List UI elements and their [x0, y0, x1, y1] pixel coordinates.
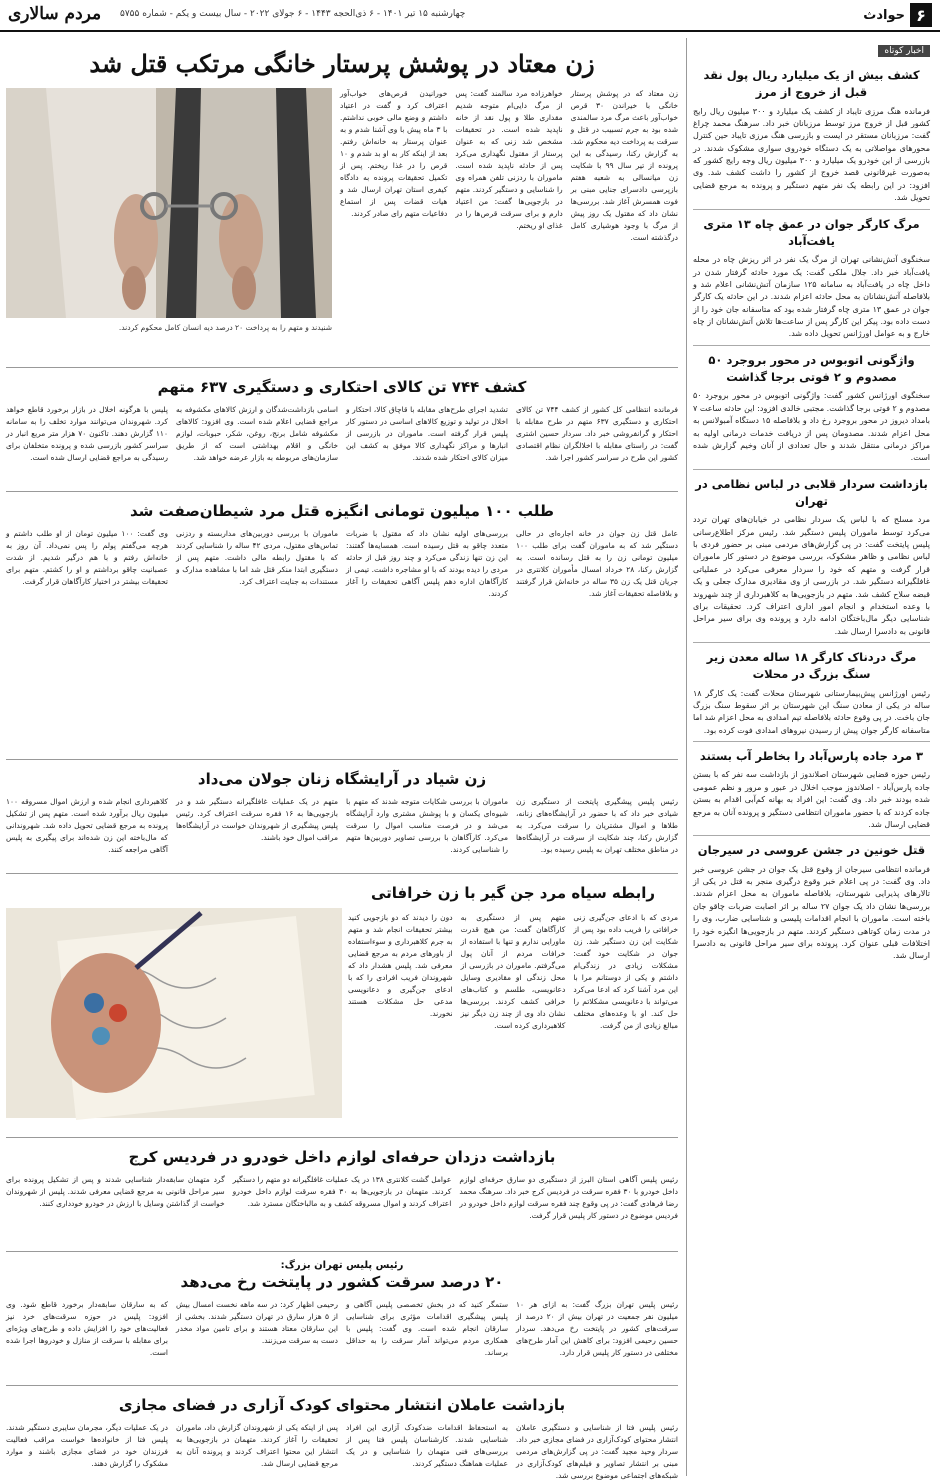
story-car-thieves — [6, 1142, 678, 1252]
article-column: مردی که با ادعای جن‌گیری زنی خرافاتی را فریب داده بود پس از شکایت این زن دستگیر شد. زن جوان در شکایت خود گفت: مشکلات زیادی در زندگی‌ام داشتم و یکی از دوستانم مرا با این مرد آشنا کرد که ادعا می‌کرد می‌تواند با دعانویسی مشکلاتم را حل کند. او با وعده‌های مختلف مبالغ زیادی از من گرفت. — [573, 913, 678, 1030]
brief-body: فرمانده هنگ مرزی تایباد از کشف یک میلیارد و ۳۰۰ میلیون ریال رایج کشور قبل از خروج مرز توسط مرزبانان خبر داد. سرهنگ محمد چراغ گفت: مرزبانان مستقر در ایست و بازرسی هنگ مرزی تایباد حین کنترل محورهای مواصلاتی به یک دستگاه خودروی سواری مشکوک شدند. در بازرسی از این خودرو یک میلیارد و ۳۰۰ میلیون ریال وجه رایج کشور که به‌صورت غیرقانونی قصد خروج از کشور را داشت کشف شد. وی افزود: در این رابطه یک نفر متهم دستگیر و پرونده به مرجع قضایی تحویل شد. — [693, 106, 930, 203]
brief-title: بازداشت سردار قلابی در لباس نظامی در تهران — [695, 476, 928, 508]
story-murder — [6, 496, 678, 760]
article-column: که به سارقان سابقه‌دار برخورد قاطع شود. وی افزود: پلیس در حوزه سرقت‌های خرد نیز فعالیت‌های خود را افزایش داده و طرح‌های ویژه‌ای برای مقابله با سرقت از منازل و خودروها اجرا شده است. — [6, 1299, 168, 1357]
brief-title: مرگ کارگر جوان در عمق چاه ۱۳ متری یافت‌آباد — [703, 216, 920, 248]
article-column: رئیس پلیس آگاهی استان البرز از دستگیری دو سارق حرفه‌ای لوازم داخل خودرو با ۳۰ فقره سرقت در فردیس کرج خبر داد. سرهنگ محمد رضا فرهادی گفت: در پی وقوع چند فقره سرقت لوازم داخل خودرو در فردیس موضوع در دستور کار پلیس قرار گرفت. — [459, 1174, 679, 1220]
article-column: کلاهبرداری انجام شده و ارزش اموال مسروقه ۱۰۰ میلیون ریال برآورد شده است. متهم پس از تشکیل پرونده به مرجع قضایی تحویل داده شد. شهروندانی که مال‌باخته این زن شده‌اند برای پیگیری به پلیس آگاهی مراجعه کنند. — [6, 796, 168, 854]
article-column: گرد متهمان سابقه‌دار شناسایی شدند و پس از تشکیل پرونده برای سیر مراحل قانونی به مرجع قضایی معرفی شدند. پلیس از شهروندان خواست از گذاشتن وسایل با ارزش در خودرو خودداری کنند. — [5, 1174, 225, 1208]
hand-writing-photo — [6, 908, 342, 1118]
story-headline: طلب ۱۰۰ میلیون تومانی انگیزه قتل مرد شیطان‌صفت شد — [130, 502, 554, 520]
handcuffed-woman-photo — [6, 88, 332, 318]
brief-body: سخنگوی اورژانس کشور گفت: واژگونی اتوبوس در محور بروجرد ۵۰ مصدوم و ۲ فوتی برجا گذاشت. مجتبی خالدی افزود: این حادثه ساعت ۷ بامداد دیروز در محور بروجرد رخ داد و بلافاصله ۱۵ دستگاه آمبولانس به محل اعزام شدند. مصدومان پس از دریافت خدمات درمانی اولیه به مراکز درمانی منتقل شدند و حال تعدادی از آنان وخیم گزارش شده است. — [693, 391, 930, 463]
divider — [693, 345, 930, 346]
newspaper-logo: مردم سالاری — [8, 4, 102, 24]
story-headline: بازداشت دزدان حرفه‌ای لوازم داخل خودرو در فردیس کرج — [128, 1148, 556, 1166]
story-headline: بازداشت عاملان انتشار محتوای کودک آزاری در فضای مجازی — [118, 1396, 566, 1414]
story-headline: ۲۰ درصد سرقت کشور در پایتخت رخ می‌دهد — [180, 1273, 504, 1291]
column-tag: اخبار کوتاه — [878, 45, 930, 57]
page-number: ۶ — [910, 3, 932, 27]
article-column: ستمگر کنید که در بخش تخصصی پلیس آگاهی و پلیس پیشگیری اقدامات مؤثری برای شناسایی سارقان انجام شده است. وی گفت: پلیس با همکاری مردم می‌تواند آمار سرقت را به حداقل برساند. — [346, 1299, 508, 1357]
brief-title: واژگونی اتوبوس در محور بروجرد ۵۰ مصدوم و ۲ فوتی برجا گذاشت — [708, 352, 915, 385]
article-column: رحیمی اظهار کرد: در سه ماهه نخست امسال بیش از ۵ هزار سارق در تهران دستگیر شدند. بخشی از این سارقان معتاد هستند و برای تامین مواد مخدر دست به سرقت می‌زنند. — [176, 1299, 338, 1345]
story-cyber-crime — [6, 1390, 678, 1480]
article-column: بررسی‌های اولیه نشان داد که مقتول با ضربات متعدد چاقو به قتل رسیده است. همسایه‌ها گفتند: این زن تنها زندگی می‌کرد و چند روز قبل از حادثه مردی را دیده بودند که با او مشاجره داشت. تیمی از کارآگاهان اداره دهم پلیس آگاهی تحقیقات را آغاز کردند. — [346, 528, 508, 598]
news-brief-column — [686, 38, 934, 1476]
article-column: ماموران با بررسی شکایات متوجه شدند که متهم با شیوه‌ای یکسان و با پوشش مشتری وارد آرایشگاه می‌شد و در فرصت مناسب اموال را سرقت می‌کرد. کارآگاهان با بررسی تصاویر دوربین‌ها متهم را شناسایی کردند. — [346, 796, 508, 854]
article-column: وی گفت: ۱۰۰ میلیون تومان از او طلب داشتم و هرچه می‌گفتم پولم را پس نمی‌داد. آن روز به خانه‌اش رفتم و با هم درگیر شدیم. از شدت عصبانیت چاقو برداشتم و او را کشتم. متهم برای تحقیقات بیشتر در اختیار کارآگاهان قرار گرفت. — [6, 528, 168, 586]
divider — [693, 835, 930, 836]
article-column: عامل قتل زن جوان در خانه اجاره‌ای در حالی دستگیر شد که به ماموران گفت برای طلب ۱۰۰ میلیون تومانی زن را به قتل رسانده است. به گزارش رکنا، ۲۸ خرداد امسال مأموران کلانتری در جریان قتل یک زن ۳۵ ساله در خانه‌اش قرار گرفتند و بلافاصله تحقیقات آغاز شد. — [516, 528, 679, 598]
story-headline: کشف ۷۴۴ تن کالای احتکاری و دستگیری ۶۳۷ متهم — [157, 378, 527, 396]
story-salon-fraud — [6, 764, 678, 874]
photo-caption: شنیدند و متهم را به پرداخت ۲۰ درصد دیه انسان کامل محکوم کردند. — [118, 323, 332, 332]
brief-body: فرمانده انتظامی سیرجان از وقوع قتل یک جوان در جشن عروسی خبر داد. وی گفت: در پی اعلام خبر وقوع درگیری منجر به قتل در یکی از تالارهای پذیرایی شهرستان، بلافاصله ماموران به محل اعزام شدند. بررسی‌ها نشان داد یک جوان ۲۷ ساله بر اثر اصابت ضربات چاقو جان باخته است. ماموران با انجام اقدامات پلیسی و شناسایی ضارب، وی را در مدت زمان کوتاهی دستگیر کردند. متهم در بازجویی‌ها انگیزه خود را اختلافات قبلی عنوان کرد. پرونده برای سیر مراحل قانونی به دادسرا ارسال شد. — [693, 864, 930, 961]
story-tehran-theft — [6, 1256, 678, 1386]
story-kicker: رئیس پلیس تهران بزرگ: — [280, 1260, 404, 1271]
brief-title: قتل خونین در جشن عروسی در سیرجان — [697, 843, 926, 858]
article-column: رئیس پلیس فتا از شناسایی و دستگیری عاملان انتشار محتوای کودک‌آزاری در فضای مجازی خبر داد. سردار وحید مجید گفت: در پی گزارش‌های مردمی مبنی بر انتشار تصاویر و فیلم‌های کودک‌آزاری در شبکه‌های اجتماعی موضوع بررسی شد. — [516, 1422, 678, 1480]
brief-title: مرگ دردناک کارگر ۱۸ ساله معدن زیر سنگ بزرگ در محلات — [706, 650, 917, 682]
brief-body: رئیس حوزه قضایی شهرستان اصلاندوز از بازداشت سه نفر که با بستن جاده پارس‌آباد - اصلاندوز موجب اخلال در عبور و مرور و نظم عمومی شده بودند خبر داد. وی گفت: این افراد به بهانه کم‌آبی اقدام به بستن جاده کردند که با حضور ماموران انتظامی دستگیر و پرونده آنان به مرجع قضایی ارسال شد. — [693, 770, 930, 829]
article-column: خواهرزاده مرد سالمند گفت: پس از مرگ دایی‌ام متوجه شدیم مقداری طلا و پول نقد از خانه ناپدید شده است. در تحقیقات مشخص شد زنی که به عنوان پرستار از مقتول نگهداری می‌کرد پس از حادثه ناپدید شده است. ماموران با ردزنی تلفن همراه وی را شناسایی و دستگیر کردند. متهم در بازجویی‌ها گفت: من اعتیاد دارم و برای سرقت قرص‌ها را در غذای او ریختم. — [455, 89, 563, 230]
section-header — [863, 3, 932, 27]
story-hoarding — [6, 372, 678, 492]
article-column: دون را دیدند که دو بازجویی کنید بیشتر تحقیقات انجام شد و متهم به جرم کلاهبرداری و سوءاستفاده از باورهای مردم به مرجع قضایی معرفی شد. پلیس هشدار داد که شهروندان فریب افرادی را که با ادعای جن‌گیری و دعانویسی مدعی حل مشکلات هستند نخورند. — [347, 913, 453, 1018]
article-column: خورانیدن قرص‌های خواب‌آور اعتراف کرد و گفت در اعتیاد داشتم و وضع مالی خوبی نداشتم. با ۳ ماه پیش با وی آشنا شدم و به عنوان پرستار به خانه‌اش رفتم. بعد از اینکه کار به او بد شدم و ۱۰ قرص را در غذا ریختم. پس از تکمیل تحقیقات پرونده به دادگاه کیفری استان تهران ارسال شد و هیات قضات پس از استماع دفاعیات متهم رای صادر کردند. — [340, 89, 448, 218]
article-column: زن معتاد که در پوشش پرستار خانگی با خیراندن ۳۰ قرص خواب‌آور باعث مرگ مرد سالمندی شده بود به جرم تسبیب در قتل و سرقت به پرداخت دیه محکوم شد. به گزارش رکنا، رسیدگی به این پرونده از تیر سال ۹۹ با شکایت زن میانسالی به شعبه هفتم بازپرسی دادسرای جنایی مبنی بر فوت همسرش آغاز شد. بررسی‌ها نشان داد که مقتول یک روز پیش از مرگ با وجود هوشیاری کامل درگذشته است. — [570, 89, 678, 242]
article-column: متهم پس از دستگیری به کارآگاهان گفت: من هیچ قدرت ماورایی ندارم و تنها با استفاده از خرافات مردم از آنان پول می‌گرفتم. ماموران در بازرسی از محل زندگی او مقادیری وسایل دعانویسی، طلسم و کتاب‌های خرافی کشف کردند. بررسی‌ها نشان داد وی از چند زن دیگر نیز کلاهبرداری کرده است. — [460, 913, 566, 1030]
article-column: پلیس با هرگونه اخلال در بازار برخورد قاطع خواهد کرد. شهروندان می‌توانند موارد تخلف را به سامانه ۱۱۰ گزارش دهند. تاکنون ۷۰ هزار متر مربع انبار در سراسر کشور بازرسی شده و پرونده متخلفان برای رسیدگی به مراجع قضایی ارسال شده است. — [6, 404, 168, 462]
story-headline: زن شیاد در آرایشگاه زنان جولان می‌داد — [197, 770, 487, 788]
story-exorcist — [6, 878, 678, 1138]
article-column: به استحفاظ اقدامات ضدکودک آزاری این افراد شناسایی شدند. کارشناسان پلیس فتا پس از بررسی‌های فنی متهمان را شناسایی و در یک عملیات هماهنگ دستگیر کردند. — [346, 1422, 508, 1468]
divider — [693, 469, 930, 470]
story-headline: رابطه سیاه مرد جن گیر با زن خرافاتی — [370, 884, 656, 902]
brief-body: رئیس اورژانس پیش‌بیمارستانی شهرستان محلات گفت: یک کارگر ۱۸ ساله در یکی از معادن سنگ این شهرستان بر اثر سقوط سنگ بزرگ جان باخت. در پی وقوع حادثه بلافاصله تیم امدادی به محل اعزام شد اما متاسفانه کارگر جوان پیش از رسیدن نیروهای امدادی فوت کرده بود. — [693, 688, 930, 735]
article-column: در یک عملیات دیگر، مجرمان سایبری دستگیر شدند. پلیس فتا از خانواده‌ها خواست مراقب فعالیت فرزندان خود در فضای مجازی باشند و موارد مشکوک را گزارش دهند. — [6, 1422, 168, 1468]
article-column: اسامی بازداشت‌شدگان و ارزش کالاهای مکشوفه به مراجع قضایی اعلام شده است. وی افزود: کالاهای مکشوفه شامل برنج، روغن، شکر، حبوبات، لوازم خانگی و اقلام بهداشتی است که از طریق سازمان‌های مربوطه به بازار عرضه خواهد شد. — [176, 404, 338, 462]
article-column: ماموران با بررسی دوربین‌های مداربسته و ردزنی تماس‌های مقتول، مردی ۴۲ ساله را شناسایی کردند که با مقتول رابطه مالی داشت. متهم پس از دستگیری ابتدا منکر قتل شد اما با مشاهده مدارک و مستندات به جنایت اعتراف کرد. — [176, 528, 338, 586]
divider — [693, 642, 930, 643]
story-lead — [6, 38, 678, 368]
issue-info: چهارشنبه ۱۵ تیر ۱۴۰۱ - ۶ ذی‌الحجه ۱۴۴۳ - ۶ جولای ۲۰۲۲ - سال بیست و یکم - شماره ۵۷۵۵ — [120, 9, 466, 19]
divider — [693, 209, 930, 210]
article-column: پس از اینکه یکی از شهروندان گزارش داد، ماموران تحقیقات را آغاز کردند. متهمان در بازجویی‌ها به انتشار این محتوا اعتراف کردند و پرونده آنان به مرجع قضایی ارسال شد. — [176, 1422, 338, 1468]
article-column: متهم در یک عملیات غافلگیرانه دستگیر شد و در بازجویی‌ها به ۱۶ فقره سرقت اعتراف کرد. رئیس پلیس پیشگیری از شهروندان خواست در آرایشگاه‌ها مراقب اموال خود باشند. — [176, 796, 338, 842]
brief-body: سخنگوی آتش‌نشانی تهران از مرگ یک نفر در اثر ریزش چاه در محله یافت‌آباد خبر داد. جلال ملکی گفت: یک مورد حادثه گرفتار شدن در داخل چاه در یافت‌آباد به سامانه ۱۲۵ سازمان آتش‌نشانی اعلام شد و بلافاصله آتش‌نشانان به محل حادثه اعزام شدند. در این حادثه یک کارگر جوان در عمق ۱۳ متری چاه گرفتار شده بود که متاسفانه جان خود را از دست داده بود. پیکر این کارگر پس از ساعت‌ها تلاش آتش‌نشانان از چاه خارج و به عوامل اورژانس تحویل داده شد. — [693, 255, 930, 339]
lead-headline: زن معتاد در پوشش پرستار خانگی مرتکب قتل شد — [89, 49, 595, 78]
brief-title: کشف بیش از یک میلیارد ریال پول نقد قبل از خروج از مرز — [703, 68, 920, 100]
section-name: حوادث — [863, 7, 905, 23]
brief-body: مرد مسلح که با لباس یک سردار نظامی در خیابان‌های تهران تردد می‌کرد توسط ماموران پلیس دستگیر شد. رئیس مرکز اطلاع‌رسانی پلیس پایتخت گفت: در پی گزارش‌های مردمی مبنی بر حضور فردی با لباس نظامی و ظاهر مشکوک، بررسی موضوع در دستور کار ماموران قرار گرفت و متهم که خود را سردار معرفی می‌کرد در عملیاتی غافلگیرانه دستگیر شد. در بازرسی از وی مقادیری مدارک جعلی و یک قبضه سلاح کشف شد. متهم در بازجویی‌ها به کلاهبرداری از چند شهروند با وعده استخدام و انجام امور اداری اعتراف کرد. تحقیقات برای شناسایی دیگر مال‌باختگان ادامه دارد و پرونده وی برای سیر مراحل قانونی به دادسرا ارسال شد. — [693, 515, 930, 636]
divider — [693, 741, 930, 742]
masthead — [0, 0, 940, 32]
article-column: تشدید اجرای طرح‌های مقابله با قاچاق کالا، احتکار و اخلال در تولید و توزیع کالاهای اساسی در دستور کار پلیس قرار گرفته است. ماموران در بازرسی از انبارها و مراکز نگهداری کالا موفق به کشف این میزان کالای احتکار شده شدند. — [346, 404, 508, 462]
article-column: رئیس پلیس پیشگیری پایتخت از دستگیری زن شیادی خبر داد که با حضور در آرایشگاه‌های زنانه، طلاها و اموال مشتریان را سرقت می‌کرد. به گزارش رکنا، چند شکایت از سرقت در آرایشگاه‌ها در مناطق مختلف تهران به پلیس رسیده بود. — [516, 796, 678, 854]
article-column: عوامل گشت کلانتری ۱۳۸ در یک عملیات غافلگیرانه دو متهم را دستگیر کردند. متهمان در بازجویی‌ها به ۳۰ فقره سرقت لوازم داخل خودرو اعتراف کردند و اموال مسروقه کشف و به مالباختگان مسترد شد. — [232, 1174, 452, 1208]
article-column: فرمانده انتظامی کل کشور از کشف ۷۴۴ تن کالای احتکاری و دستگیری ۶۳۷ متهم در طرح مقابله با احتکار و گرانفروشی خبر داد. سردار حسین اشتری گفت: در راستای مقابله با اخلالگران نظام اقتصادی کشور این طرح در سراسر کشور اجرا شد. — [516, 404, 678, 462]
article-column: رئیس پلیس تهران بزرگ گفت: به ازای هر ۱۰ میلیون نفر جمعیت در تهران بیش از ۲۰ درصد از سرقت‌های کشور در پایتخت رخ می‌دهد. سردار حسین رحیمی افزود: برای کاهش این آمار طرح‌های مختلفی در دستور کار پلیس قرار دارد. — [516, 1299, 678, 1357]
brief-title: ۳ مرد جاده پارس‌آباد را بخاطر آب بستند — [699, 749, 924, 764]
